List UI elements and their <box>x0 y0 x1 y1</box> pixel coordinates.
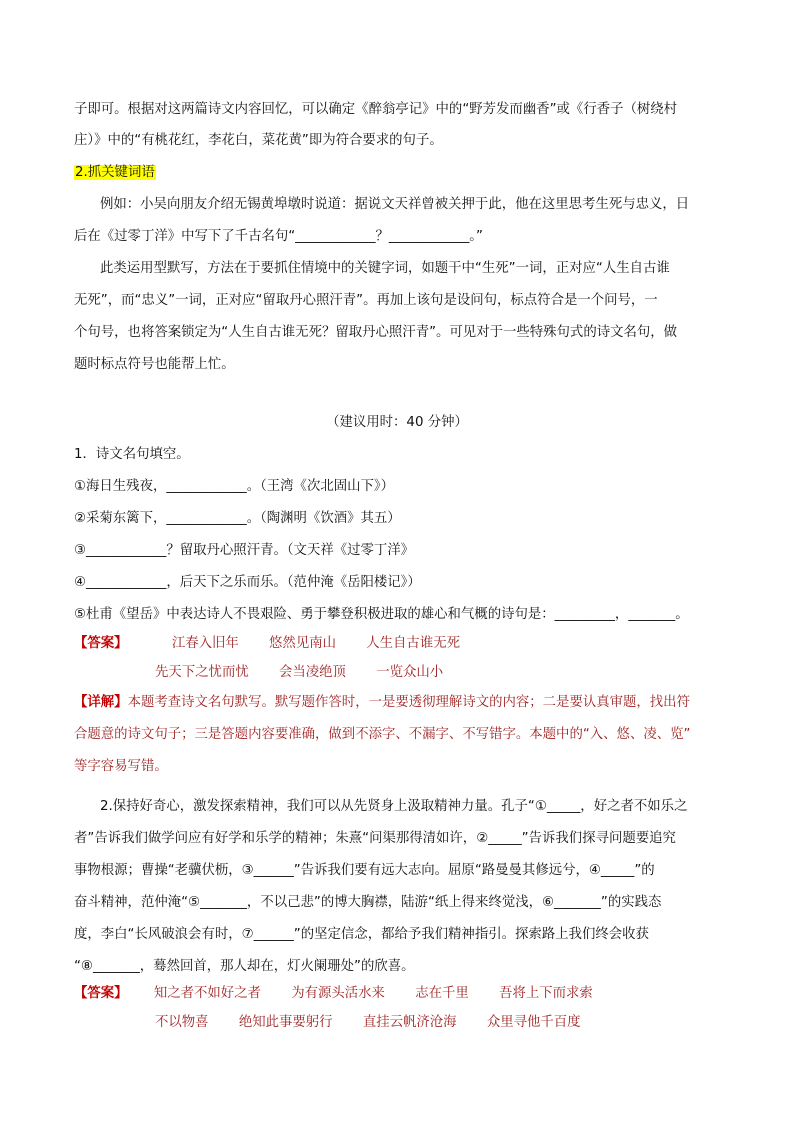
q1-detail-line-3: 等字容易写错。 <box>74 759 168 774</box>
answer-item: 会当凌绝顶 <box>279 665 346 680</box>
answer-item: 不以物喜 <box>155 1015 209 1030</box>
answer-item: 悠然见南山 <box>269 636 336 651</box>
answer-label: 【答案】 <box>74 636 128 651</box>
example-line-1: 例如：小吴向朋友介绍无锡黄埠墩时说道：据说文天祥曾被关押于此，他在这里思考生死与忠义，日 <box>100 197 690 212</box>
method-line-1: 此类运用型默写，方法在于要抓住情境中的关键字词，如题干中“生死”一词，正对应“人生自古谁 <box>100 261 670 276</box>
answer-item: 知之者不如好之者 <box>153 986 261 1001</box>
method-line-4: 题时标点符号也能帮上忙。 <box>74 357 235 372</box>
q1-title: 1．诗文名句填空。 <box>74 447 190 462</box>
q2-line-5: 度，李白“长风破浪会有时，⑦______”的坚定信念，都给予我们精神指引。探索路上我们终会收获 <box>74 927 649 942</box>
q1-item-5: ⑤杜甫《望岳》中表达诗人不畏艰险、勇于攀登积极进取的雄心和气概的诗句是：_________，_______。 <box>74 607 689 622</box>
method-line-3: 个句号，也将答案锁定为“人生自古谁无死？留取丹心照汗青”。可见对于一些特殊句式的诗文名句，做 <box>74 325 678 340</box>
detail-text: 本题考查诗文名句默写。默写题作答时，一是要透彻理解诗文的内容；二是要认真审题，找出符 <box>127 695 690 710</box>
answer-item: 一览众山小 <box>376 665 444 680</box>
q1-item-2: ②采菊东篱下，____________。（陶渊明《饮酒》其五） <box>74 511 401 526</box>
intro-line-2: 庄）》中的“有桃花红，李花白，菜花黄”即为符合要求的句子。 <box>74 133 443 148</box>
method-line-2: 无死”，而“忠义”一词，正对应“留取丹心照汗青”。再加上该句是设问句，标点符合是一个问号，一 <box>74 293 658 308</box>
q2-line-4: 奋斗精神，范仲淹“⑤_______，不以己悲”的博大胸襟，陆游“纸上得来终觉浅，⑥_______”的实践态 <box>74 895 662 910</box>
intro-line-1: 子即可。根据对这两篇诗文内容回忆，可以确定《醉翁亭记》中的“野芳发而幽香”或《行香子（树绕村 <box>74 102 678 117</box>
q1-item-4: ④____________，后天下之乐而乐。（范仲淹《岳阳楼记》） <box>74 575 421 590</box>
q2-line-3: 事物根源；曹操“老骥伏枥，③______”告诉我们要有远大志向。屈原“路曼曼其修远兮，④_____”的 <box>74 863 655 878</box>
q2-line-1: 2.保持好奇心，激发探索精神，我们可以从先贤身上汲取精神力量。孔子“①_____，好之者不如乐之 <box>100 799 688 814</box>
answer-item: 吾将上下而求索 <box>499 986 593 1001</box>
q1-answer-row-1 <box>74 635 734 653</box>
answer-item: 先天下之忧而忧 <box>155 665 249 680</box>
section-heading <box>74 164 734 182</box>
answer-item: 江春入旧年 <box>171 636 239 651</box>
q1-item-3: ③____________？留取丹心照汗青。（文天祥《过零丁洋》 <box>74 543 415 558</box>
q1-item-1: ①海日生残夜，____________。（王湾《次北固山下》） <box>74 479 394 494</box>
answer-item: 人生自古谁无死 <box>366 636 460 651</box>
q1-detail-line-2: 合题意的诗文句子；三是答题内容要准确，做到不添字、不漏字、不写错字。本题中的“入、悠、凌、览” <box>74 727 691 742</box>
q1-answer-row-2 <box>155 664 794 682</box>
q1-detail-line-1 <box>74 694 734 712</box>
detail-label: 【详解】 <box>74 695 128 710</box>
example-line-2: 后在《过零丁洋》中写下了千古名句“____________？____________。” <box>74 229 483 244</box>
q2-line-6: “⑧_______，蓦然回首，那人却在，灯火阑珊处”的欣喜。 <box>74 959 415 974</box>
q2-answer-row-1 <box>74 985 734 1003</box>
answer-item: 绝知此事要躬行 <box>238 1015 333 1030</box>
q2-answer-row-2 <box>155 1014 794 1032</box>
answer-item: 志在千里 <box>415 986 469 1001</box>
answer-label: 【答案】 <box>74 986 128 1001</box>
answer-item: 直挂云帆济沧海 <box>362 1015 457 1030</box>
section-heading-text: 2.抓关键词语 <box>75 165 155 180</box>
time-note: （建议用时：40 分钟） <box>326 415 468 430</box>
answer-item: 众里寻他千百度 <box>486 1015 581 1030</box>
answer-item: 为有源头活水来 <box>291 986 385 1001</box>
q2-line-2: 者”告诉我们做学问应有好学和乐学的精神；朱熹“问渠那得清如许，②_____”告诉我们探寻问题要追究 <box>74 831 676 846</box>
